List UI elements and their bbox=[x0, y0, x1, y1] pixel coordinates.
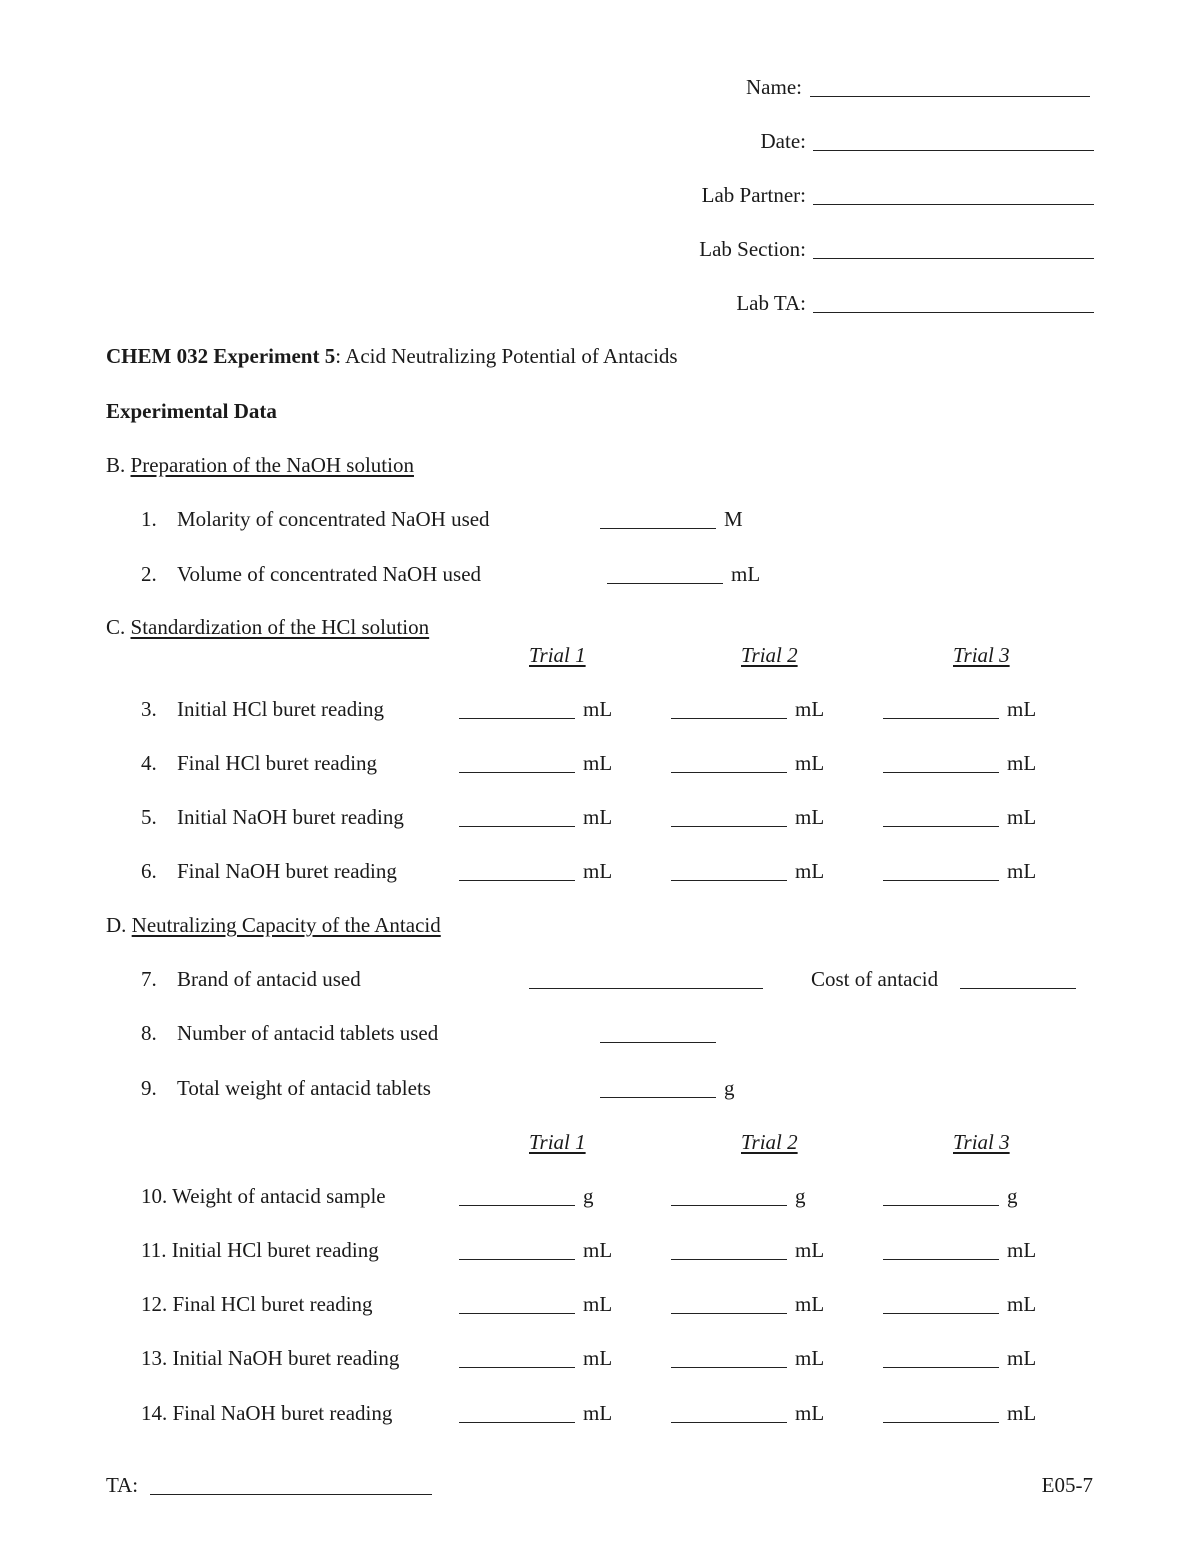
item-7-label: Brand of antacid used bbox=[177, 967, 361, 991]
item-3-trial-3-field[interactable] bbox=[883, 718, 999, 719]
lab-ta-field[interactable] bbox=[813, 312, 1094, 313]
item-12-label bbox=[141, 1294, 373, 1315]
item-5-trial-2-unit: mL bbox=[795, 805, 825, 829]
item-12-trial-2-field[interactable] bbox=[671, 1313, 787, 1314]
item-12-trial-3-unit: mL bbox=[1007, 1292, 1037, 1316]
item-4-number: 4. bbox=[141, 751, 157, 775]
item-14-trial-1-unit: mL bbox=[583, 1401, 613, 1425]
title-colon: : bbox=[335, 344, 342, 368]
section-c-trial-1-header: Trial 1 bbox=[529, 643, 586, 667]
item-12-number: 12. bbox=[141, 1292, 168, 1316]
item-6-trial-2-field[interactable] bbox=[671, 880, 787, 881]
item-9-label: Total weight of antacid tablets bbox=[177, 1076, 431, 1100]
footer-ta-label: TA: bbox=[106, 1473, 139, 1497]
item-10-trial-3-unit: g bbox=[1007, 1184, 1018, 1208]
item-11-label bbox=[141, 1240, 379, 1261]
item-13-trial-2-unit: mL bbox=[795, 1346, 825, 1370]
item-10-trial-3-field[interactable] bbox=[883, 1205, 999, 1206]
item-1-label: Molarity of concentrated NaOH used bbox=[177, 507, 490, 531]
item-5-trial-2-field[interactable] bbox=[671, 826, 787, 827]
antacid-cost-field[interactable] bbox=[960, 988, 1076, 989]
item-2-label: Volume of concentrated NaOH used bbox=[177, 562, 482, 586]
item-14-trial-3-unit: mL bbox=[1007, 1401, 1037, 1425]
total-weight-field[interactable] bbox=[600, 1097, 716, 1098]
name-field[interactable] bbox=[810, 96, 1090, 97]
item-11-trial-1-field[interactable] bbox=[459, 1259, 575, 1260]
item-3-label: Initial HCl buret reading bbox=[177, 697, 385, 721]
item-10-trial-2-field[interactable] bbox=[671, 1205, 787, 1206]
lab-ta-label: Lab TA: bbox=[736, 291, 806, 315]
item-6-trial-3-field[interactable] bbox=[883, 880, 999, 881]
item-1-unit: M bbox=[724, 507, 743, 531]
item-8-label: Number of antacid tablets used bbox=[177, 1021, 439, 1045]
item-11-trial-2-unit: mL bbox=[795, 1238, 825, 1262]
page-title bbox=[106, 346, 678, 367]
item-14-trial-2-field[interactable] bbox=[671, 1422, 787, 1423]
item-11-trial-2-field[interactable] bbox=[671, 1259, 787, 1260]
cost-of-antacid-label: Cost of antacid bbox=[811, 967, 939, 991]
item-4-trial-1-field[interactable] bbox=[459, 772, 575, 773]
item-14-text: Final NaOH buret reading bbox=[172, 1401, 393, 1425]
lab-section-field[interactable] bbox=[813, 258, 1094, 259]
item-3-trial-2-field[interactable] bbox=[671, 718, 787, 719]
section-c-title: Standardization of the HCl solution bbox=[130, 615, 430, 639]
item-6-label: Final NaOH buret reading bbox=[177, 859, 397, 883]
item-11-trial-3-field[interactable] bbox=[883, 1259, 999, 1260]
lab-partner-label: Lab Partner: bbox=[701, 183, 806, 207]
item-7-number: 7. bbox=[141, 967, 157, 991]
item-13-trial-1-unit: mL bbox=[583, 1346, 613, 1370]
item-10-label bbox=[141, 1186, 386, 1207]
section-d-letter: D. bbox=[106, 913, 127, 937]
experimental-data-heading: Experimental Data bbox=[106, 399, 277, 423]
section-d-heading bbox=[106, 915, 441, 936]
item-5-trial-3-unit: mL bbox=[1007, 805, 1037, 829]
item-6-trial-1-field[interactable] bbox=[459, 880, 575, 881]
item-13-text: Initial NaOH buret reading bbox=[172, 1346, 400, 1370]
footer-ta-field[interactable] bbox=[150, 1494, 432, 1495]
course-title: CHEM 032 Experiment 5 bbox=[106, 344, 336, 368]
item-6-trial-2-unit: mL bbox=[795, 859, 825, 883]
item-6-number: 6. bbox=[141, 859, 157, 883]
item-3-trial-1-unit: mL bbox=[583, 697, 613, 721]
item-5-number: 5. bbox=[141, 805, 157, 829]
item-5-trial-3-field[interactable] bbox=[883, 826, 999, 827]
item-6-trial-3-unit: mL bbox=[1007, 859, 1037, 883]
item-4-trial-3-unit: mL bbox=[1007, 751, 1037, 775]
section-d-trial-3-header: Trial 3 bbox=[953, 1130, 1010, 1154]
item-2-number: 2. bbox=[141, 562, 157, 586]
item-3-trial-3-unit: mL bbox=[1007, 697, 1037, 721]
item-14-trial-1-field[interactable] bbox=[459, 1422, 575, 1423]
item-11-text: Initial HCl buret reading bbox=[171, 1238, 379, 1262]
item-5-label: Initial NaOH buret reading bbox=[177, 805, 404, 829]
item-9-unit: g bbox=[724, 1076, 735, 1100]
item-12-trial-3-field[interactable] bbox=[883, 1313, 999, 1314]
item-2-unit: mL bbox=[731, 562, 761, 586]
item-10-trial-1-field[interactable] bbox=[459, 1205, 575, 1206]
item-5-trial-1-unit: mL bbox=[583, 805, 613, 829]
item-13-trial-3-unit: mL bbox=[1007, 1346, 1037, 1370]
item-2-field[interactable] bbox=[607, 583, 723, 584]
item-13-trial-1-field[interactable] bbox=[459, 1367, 575, 1368]
name-label: Name: bbox=[746, 75, 802, 99]
date-field[interactable] bbox=[813, 150, 1094, 151]
section-c-trial-3-header: Trial 3 bbox=[953, 643, 1010, 667]
section-b-letter: B. bbox=[106, 453, 126, 477]
item-4-trial-2-unit: mL bbox=[795, 751, 825, 775]
item-4-trial-3-field[interactable] bbox=[883, 772, 999, 773]
tablet-count-field[interactable] bbox=[600, 1042, 716, 1043]
item-1-field[interactable] bbox=[600, 528, 716, 529]
item-4-label: Final HCl buret reading bbox=[177, 751, 378, 775]
item-5-trial-1-field[interactable] bbox=[459, 826, 575, 827]
item-13-trial-3-field[interactable] bbox=[883, 1367, 999, 1368]
item-14-number: 14. bbox=[141, 1401, 168, 1425]
date-label: Date: bbox=[760, 129, 806, 153]
item-12-trial-1-unit: mL bbox=[583, 1292, 613, 1316]
section-b-heading bbox=[106, 455, 414, 476]
item-14-label bbox=[141, 1403, 392, 1424]
item-11-number: 11. bbox=[141, 1238, 167, 1262]
experiment-subtitle: Acid Neutralizing Potential of Antacids bbox=[341, 344, 678, 368]
antacid-brand-field[interactable] bbox=[529, 988, 763, 989]
item-12-trial-1-field[interactable] bbox=[459, 1313, 575, 1314]
item-12-trial-2-unit: mL bbox=[795, 1292, 825, 1316]
item-3-number: 3. bbox=[141, 697, 157, 721]
section-d-title: Neutralizing Capacity of the Antacid bbox=[131, 913, 441, 937]
section-c-trial-2-header: Trial 2 bbox=[741, 643, 798, 667]
item-11-trial-3-unit: mL bbox=[1007, 1238, 1037, 1262]
item-12-text: Final HCl buret reading bbox=[172, 1292, 373, 1316]
item-10-number: 10. bbox=[141, 1184, 168, 1208]
lab-section-label: Lab Section: bbox=[699, 237, 806, 261]
item-14-trial-2-unit: mL bbox=[795, 1401, 825, 1425]
section-b-title: Preparation of the NaOH solution bbox=[130, 453, 414, 477]
item-14-trial-3-field[interactable] bbox=[883, 1422, 999, 1423]
item-11-trial-1-unit: mL bbox=[583, 1238, 613, 1262]
item-8-number: 8. bbox=[141, 1021, 157, 1045]
item-13-number: 13. bbox=[141, 1346, 168, 1370]
item-3-trial-2-unit: mL bbox=[795, 697, 825, 721]
section-d-trial-2-header: Trial 2 bbox=[741, 1130, 798, 1154]
item-3-trial-1-field[interactable] bbox=[459, 718, 575, 719]
item-10-text: Weight of antacid sample bbox=[172, 1184, 386, 1208]
item-4-trial-1-unit: mL bbox=[583, 751, 613, 775]
item-4-trial-2-field[interactable] bbox=[671, 772, 787, 773]
item-13-trial-2-field[interactable] bbox=[671, 1367, 787, 1368]
section-d-trial-1-header: Trial 1 bbox=[529, 1130, 586, 1154]
item-10-trial-2-unit: g bbox=[795, 1184, 806, 1208]
lab-partner-field[interactable] bbox=[813, 204, 1094, 205]
section-c-letter: C. bbox=[106, 615, 126, 639]
item-1-number: 1. bbox=[141, 507, 157, 531]
item-6-trial-1-unit: mL bbox=[583, 859, 613, 883]
page-code: E05-7 bbox=[1041, 1473, 1093, 1497]
item-9-number: 9. bbox=[141, 1076, 157, 1100]
section-c-heading bbox=[106, 617, 429, 638]
item-13-label bbox=[141, 1348, 399, 1369]
item-10-trial-1-unit: g bbox=[583, 1184, 594, 1208]
